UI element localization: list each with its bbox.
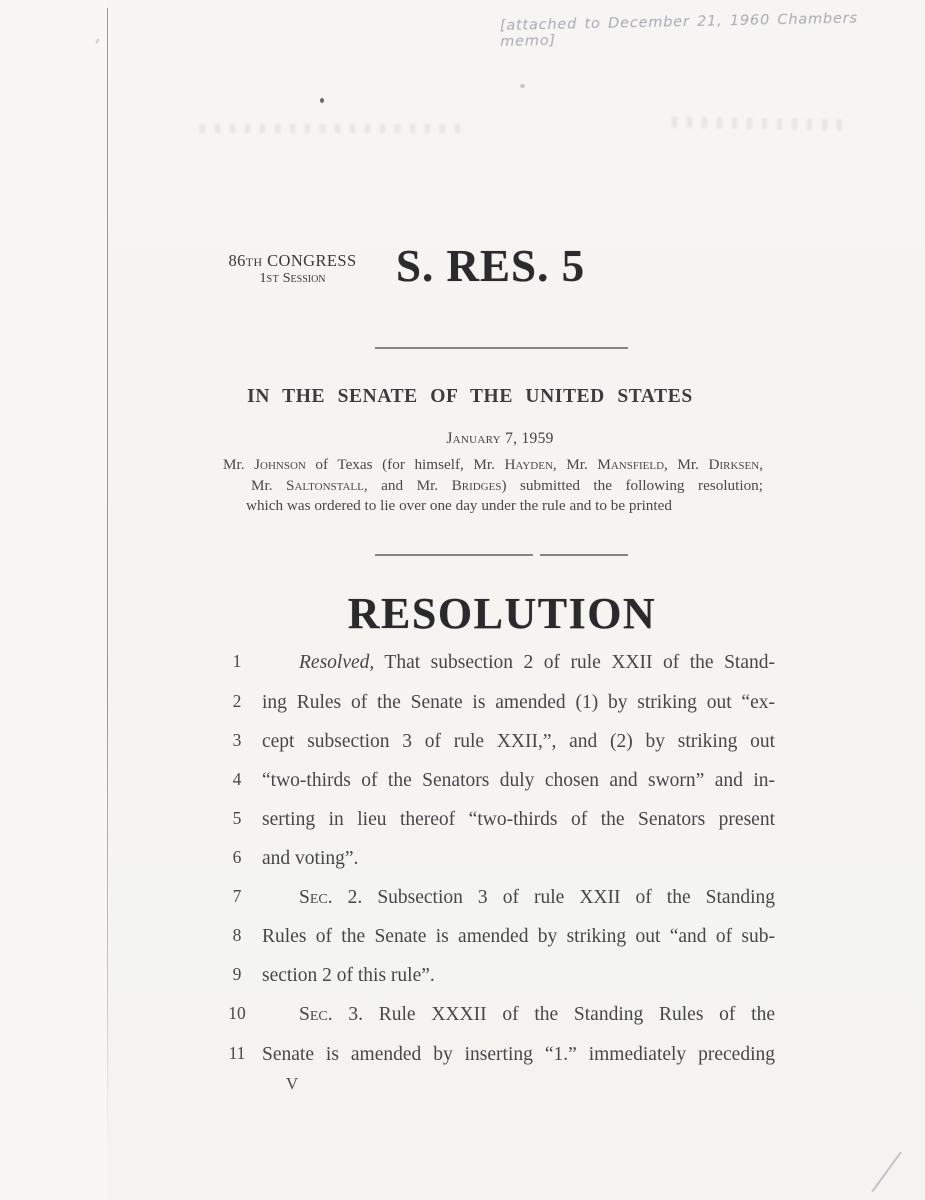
body-line-1 (0, 651, 925, 681)
sponsor-text: , and Mr. (363, 477, 452, 494)
session-number: 1 (259, 271, 267, 287)
sponsor-text: Mr. (223, 456, 255, 473)
body-line-7 (0, 886, 925, 916)
scan-smudge (672, 117, 842, 131)
congress-session-block (200, 252, 385, 287)
line-number: 11 (228, 1043, 246, 1063)
congress-number: 86 (228, 251, 246, 270)
line-text: ing Rules of the Senate is amended (1) by striking out “ex- (262, 692, 775, 713)
line-number: 4 (232, 769, 242, 789)
scan-smudge (200, 124, 460, 133)
body-line-3 (0, 730, 925, 760)
scan-speck (320, 98, 324, 103)
sponsor-text: , Mr. (664, 456, 709, 473)
printers-mark: V (285, 1074, 299, 1093)
sponsor-name: Saltonstall (286, 477, 364, 494)
line-text (262, 886, 775, 909)
bill-number: S. RES. 5 (396, 241, 586, 291)
sponsor-text: Mr. (251, 477, 287, 494)
body-line-9 (0, 964, 925, 994)
line-number: 1 (232, 651, 242, 671)
corner-pencil-slash (871, 1152, 901, 1193)
date-day-year: 7, 1959 (500, 430, 554, 447)
handwritten-annotation: [attached to December 21, 1960 Chambers memo] (499, 10, 858, 51)
line-number: 8 (232, 925, 242, 945)
line-text: Rules of the Senate is amended by striking out “and of sub- (262, 926, 775, 947)
body-line-10 (0, 1003, 925, 1033)
line-text (262, 651, 775, 674)
line-text: and voting”. (262, 848, 359, 869)
sponsor-text: of Texas (for himself, Mr. (305, 456, 505, 473)
body-line-5 (0, 808, 925, 838)
body-line-4 (0, 769, 925, 799)
line-number: 3 (232, 730, 242, 750)
line-number: 7 (232, 886, 242, 906)
date-month: January (446, 430, 501, 447)
sponsor-text: , (759, 456, 763, 473)
session-word: Session (282, 271, 326, 287)
line-number: 6 (232, 847, 242, 867)
sponsor-name: Johnson (254, 456, 306, 473)
body-line-2 (0, 691, 925, 721)
sponsor-name: Bridges (451, 477, 502, 494)
line-text: “two-thirds of the Senators duly chosen and sworn” and in- (262, 770, 775, 791)
divider-rule-bottom-right (540, 554, 628, 556)
divider-rule-bottom-left (375, 554, 533, 556)
line-number: 10 (228, 1003, 246, 1023)
body-line-8 (0, 925, 925, 955)
body-line-6 (0, 847, 925, 877)
sponsor-name: Dirksen (708, 456, 760, 473)
session-line (200, 271, 385, 287)
line-text: section 2 of this rule”. (262, 965, 435, 986)
congress-ordinal-suffix: TH (245, 255, 263, 269)
line-text (262, 1003, 775, 1026)
line-text: serting in lieu thereof “two-thirds of the Senators present (262, 809, 775, 830)
divider-rule-top (375, 347, 628, 349)
session-ordinal-suffix: ST (266, 274, 280, 286)
sponsor-text: ) submitted the following resolution; (501, 477, 763, 494)
sponsor-line-2 (251, 477, 763, 495)
resolution-title: RESOLUTION (347, 589, 657, 638)
congress-line (200, 252, 385, 270)
scan-speck (520, 84, 525, 88)
line-text-rest: That subsection 2 of rule XXII of the Stand- (374, 652, 775, 673)
sponsor-line-3: which was ordered to lie over one day under the rule and to be printed (246, 497, 672, 514)
sponsor-text: , Mr. (552, 456, 598, 473)
line-number: 2 (232, 691, 242, 711)
line-number: 9 (232, 964, 242, 984)
resolved-lead: Resolved, (299, 652, 375, 673)
line-text-rest: 2. Subsection 3 of rule XXII of the Standing (332, 887, 775, 908)
line-text-rest: 3. Rule XXXII of the Standing Rules of the (332, 1004, 775, 1025)
section-lead: Sec. (299, 887, 333, 908)
sponsor-name: Hayden (504, 456, 553, 473)
line-number: 5 (232, 808, 242, 828)
line-text: Senate is amended by inserting “1.” immediately preceding (262, 1044, 775, 1065)
date-line (200, 430, 800, 448)
chamber-heading: IN THE SENATE OF THE UNITED STATES (247, 386, 693, 407)
sponsor-line-1 (223, 456, 763, 474)
line-text: cept subsection 3 of rule XXII,”, and (2) by striking out (262, 731, 775, 752)
sponsor-name: Mansfield (597, 456, 665, 473)
congress-word: CONGRESS (267, 251, 357, 270)
body-line-11 (0, 1043, 925, 1073)
section-lead: Sec. (299, 1004, 333, 1025)
